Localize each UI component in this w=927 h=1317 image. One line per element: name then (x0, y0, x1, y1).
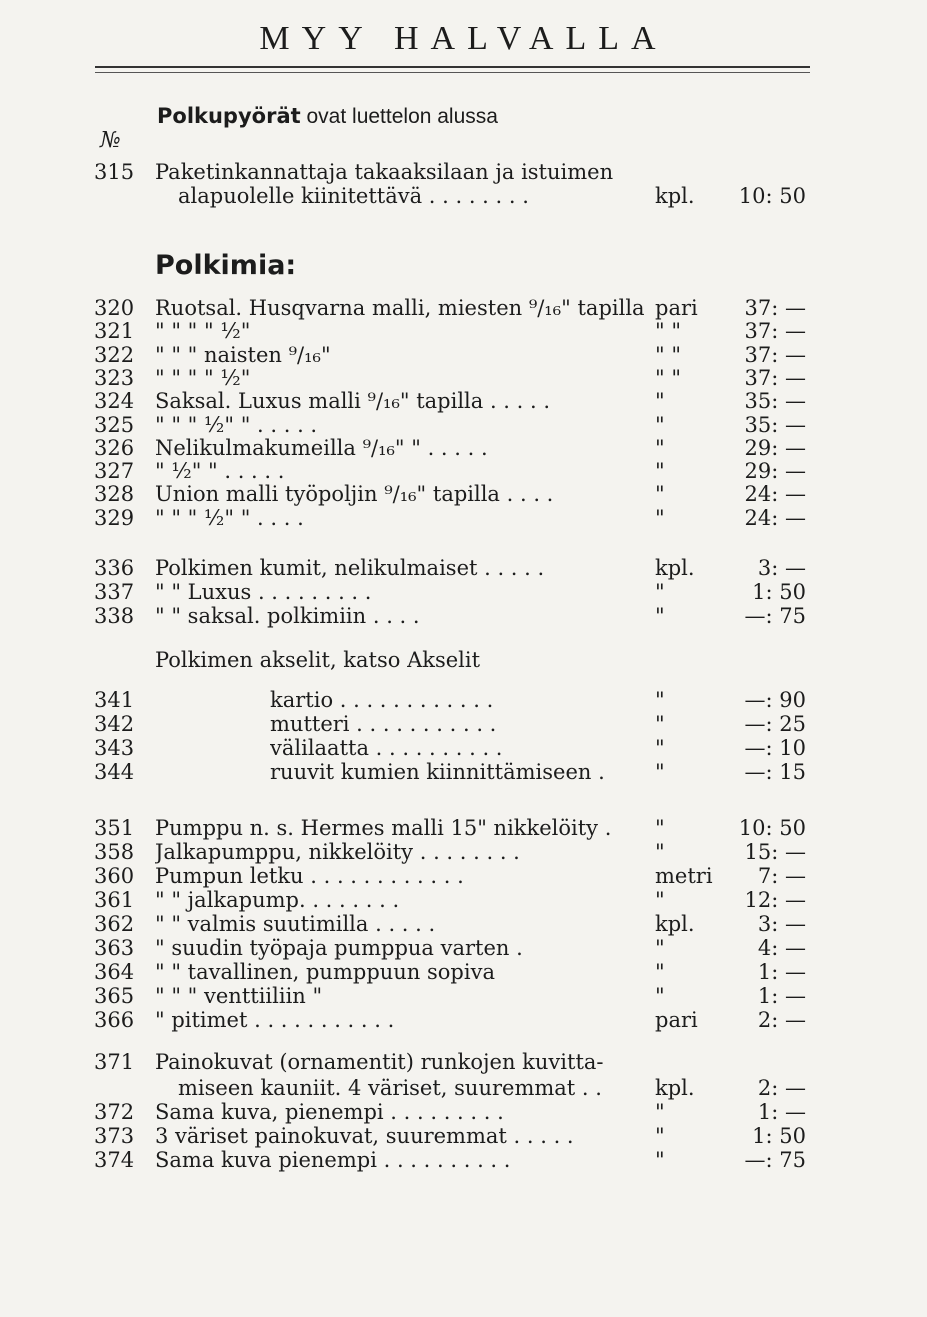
list-item (0, 1050, 927, 1074)
item-price: 37: — (744, 365, 806, 390)
item-number: 358 (94, 840, 135, 864)
item-price: 7: — (757, 864, 806, 888)
note-text: Polkimen akselit, katso Akselit (155, 648, 481, 672)
item-number: 364 (94, 960, 135, 984)
item-unit: " (655, 459, 665, 484)
item-description: Union malli työpoljin ⁹/₁₆" tapilla . . . . (155, 482, 554, 507)
item-price: 37: — (744, 342, 806, 367)
item-description: " " tavallinen, pumppuun sopiva (155, 960, 495, 984)
item-price: 37: — (744, 296, 806, 320)
list-item (0, 712, 927, 736)
page-header: MYY HALVALLA (259, 20, 668, 57)
item-description: Sama kuva pienempi . . . . . . . . . . (155, 1148, 511, 1172)
item-price: 3: — (757, 912, 806, 936)
item-price: 1: — (757, 1100, 806, 1124)
axles-note (0, 648, 927, 672)
header-rule-thin (95, 72, 810, 73)
item-number: 327 (94, 459, 135, 484)
item-unit: " (655, 888, 665, 912)
item-unit: " (655, 736, 665, 760)
item-description: Polkimen kumit, nelikulmaiset . . . . . (155, 556, 545, 580)
item-description: ruuvit kumien kiinnittämiseen . (270, 760, 605, 784)
item-unit: " (655, 816, 665, 840)
item-description: " " Luxus . . . . . . . . . (155, 580, 372, 604)
item-description: " " jalkapump. . . . . . . . (155, 888, 400, 912)
list-item (0, 459, 927, 483)
item-price: 1: 50 (752, 1124, 806, 1148)
item-price: —: 10 (744, 736, 806, 760)
item-number: 315 (94, 160, 135, 184)
item-description: " " " " ½" (155, 365, 251, 390)
list-item (0, 604, 927, 628)
item-unit: " (655, 712, 665, 736)
item-number: 329 (94, 505, 135, 530)
item-price: 4: — (757, 936, 806, 960)
item-description: " " " ½" " . . . . . (155, 412, 318, 437)
item-description: " " " venttiiliin " (155, 984, 323, 1008)
item-number: 366 (94, 1008, 135, 1032)
item-price: 29: — (744, 459, 806, 484)
item-description: " " " ½" " . . . . (155, 505, 304, 530)
item-number: 343 (94, 736, 135, 760)
item-price: 24: — (744, 505, 806, 530)
item-unit: " (655, 435, 665, 460)
item-price: —: 25 (744, 712, 806, 736)
item-description: " " valmis suutimilla . . . . . (155, 912, 436, 936)
item-price: 15: — (744, 840, 806, 864)
item-number: 351 (94, 816, 135, 840)
item-number: 321 (94, 319, 135, 344)
item-price: 1: — (757, 984, 806, 1008)
list-item (0, 506, 927, 530)
intro-line (157, 104, 498, 129)
intro-label: Polkupyörät (157, 104, 301, 128)
intro-text: ovat luettelon alussa (306, 105, 498, 128)
item-unit: " (655, 936, 665, 960)
item-number: 338 (94, 604, 135, 628)
item-unit: " (655, 482, 665, 507)
item-number: 372 (94, 1100, 135, 1124)
item-description: välilaatta . . . . . . . . . . (270, 736, 503, 760)
item-number: 341 (94, 688, 135, 712)
item-description: 3 väriset painokuvat, suuremmat . . . . . (155, 1124, 574, 1148)
item-unit: " (655, 580, 665, 604)
item-price: —: 75 (744, 604, 806, 628)
item-unit: " (655, 604, 665, 628)
item-unit: " (655, 1148, 665, 1172)
item-description-cont: miseen kauniit. 4 väriset, suuremmat . . (178, 1076, 602, 1100)
item-unit: " (655, 984, 665, 1008)
item-price: 37: — (744, 319, 806, 344)
item-description: " " " naisten ⁹/₁₆" (155, 342, 331, 367)
list-item-continuation (0, 184, 927, 208)
item-unit: " (655, 960, 665, 984)
item-number: 365 (94, 984, 135, 1008)
item-description: Painokuvat (ornamentit) runkojen kuvitta- (155, 1050, 604, 1074)
list-item (0, 296, 927, 320)
item-number: 337 (94, 580, 135, 604)
list-item (0, 984, 927, 1008)
item-description: Pumppu n. s. Hermes malli 15" nikkelöity . (155, 816, 612, 840)
list-item (0, 912, 927, 936)
item-number: 374 (94, 1148, 135, 1172)
item-description: " ½" " . . . . . (155, 459, 285, 484)
item-price: 24: — (744, 482, 806, 507)
item-description: Saksal. Luxus malli ⁹/₁₆" tapilla . . . . . (155, 389, 551, 414)
item-description: " suudin työpaja pumppua varten . (155, 936, 523, 960)
item-unit: kpl. (655, 1076, 695, 1100)
item-unit: " (655, 389, 665, 414)
section-title: Polkimia: (155, 250, 297, 281)
item-price: 35: — (744, 389, 806, 414)
list-item (0, 482, 927, 506)
item-unit: kpl. (655, 912, 695, 936)
item-unit: " (655, 412, 665, 437)
list-item (0, 864, 927, 888)
list-item (0, 960, 927, 984)
item-description: " " " " ½" (155, 319, 251, 344)
list-item (0, 840, 927, 864)
list-item (0, 366, 927, 390)
list-item (0, 319, 927, 343)
list-item (0, 936, 927, 960)
list-item (0, 436, 927, 460)
item-unit: kpl. (655, 184, 695, 208)
item-description: Ruotsal. Husqvarna malli, miesten ⁹/₁₆" tapilla (155, 296, 645, 320)
item-unit: kpl. (655, 556, 695, 580)
item-number: 322 (94, 342, 135, 367)
item-price: 1: — (757, 960, 806, 984)
item-number: 344 (94, 760, 135, 784)
item-number: 373 (94, 1124, 135, 1148)
item-price: —: 90 (744, 688, 806, 712)
list-item (0, 760, 927, 784)
item-number: 325 (94, 412, 135, 437)
header-rule (95, 66, 810, 68)
item-price: 2: — (757, 1076, 806, 1100)
item-number: 342 (94, 712, 135, 736)
item-unit: pari (655, 1008, 698, 1032)
list-item (0, 556, 927, 580)
item-unit: " (655, 840, 665, 864)
list-item (0, 413, 927, 437)
item-description: Paketinkannattaja takaaksilaan ja istuimen (155, 160, 614, 184)
item-unit: " (655, 1124, 665, 1148)
item-unit: " " (655, 342, 681, 367)
item-number: 328 (94, 482, 135, 507)
item-number: 362 (94, 912, 135, 936)
item-description: Pumpun letku . . . . . . . . . . . . (155, 864, 464, 888)
item-price: 12: — (744, 888, 806, 912)
number-sign: № (100, 128, 121, 153)
item-number: 361 (94, 888, 135, 912)
item-description: Jalkapumppu, nikkelöity . . . . . . . . (155, 840, 520, 864)
item-price: 1: 50 (752, 580, 806, 604)
list-item (0, 736, 927, 760)
item-number: 360 (94, 864, 135, 888)
item-unit: " (655, 760, 665, 784)
list-item (0, 688, 927, 712)
item-number: 323 (94, 365, 135, 390)
list-item (0, 1124, 927, 1148)
list-item (0, 389, 927, 413)
item-unit: " (655, 688, 665, 712)
list-item (0, 1148, 927, 1172)
item-unit: " " (655, 319, 681, 344)
item-price: 2: — (757, 1008, 806, 1032)
list-item (0, 888, 927, 912)
item-number: 320 (94, 296, 135, 320)
item-description: " " saksal. polkimiin . . . . (155, 604, 420, 628)
item-price: 29: — (744, 435, 806, 460)
item-description: kartio . . . . . . . . . . . . (270, 688, 494, 712)
item-unit: " " (655, 365, 681, 390)
item-description: Sama kuva, pienempi . . . . . . . . . (155, 1100, 504, 1124)
list-item (0, 580, 927, 604)
item-price: 10: 50 (738, 816, 806, 840)
item-description-cont: alapuolelle kiinitettävä . . . . . . . . (178, 184, 529, 208)
list-item (0, 1008, 927, 1032)
item-number: 371 (94, 1050, 135, 1074)
item-number: 324 (94, 389, 135, 414)
item-price: —: 15 (744, 760, 806, 784)
list-item (0, 160, 927, 184)
list-item-continuation (0, 1076, 927, 1100)
item-unit: pari (655, 296, 698, 320)
item-number: 326 (94, 435, 135, 460)
list-item (0, 816, 927, 840)
item-unit: " (655, 505, 665, 530)
list-item (0, 1100, 927, 1124)
item-price: —: 75 (744, 1148, 806, 1172)
item-description: mutteri . . . . . . . . . . . (270, 712, 497, 736)
item-price: 3: — (757, 556, 806, 580)
item-number: 336 (94, 556, 135, 580)
item-unit: " (655, 1100, 665, 1124)
item-price: 10: 50 (738, 184, 806, 208)
item-number: 363 (94, 936, 135, 960)
item-description: Nelikulmakumeilla ⁹/₁₆" " . . . . . (155, 435, 488, 460)
item-price: 35: — (744, 412, 806, 437)
item-unit: metri (655, 864, 713, 888)
item-description: " pitimet . . . . . . . . . . . (155, 1008, 395, 1032)
list-item (0, 343, 927, 367)
